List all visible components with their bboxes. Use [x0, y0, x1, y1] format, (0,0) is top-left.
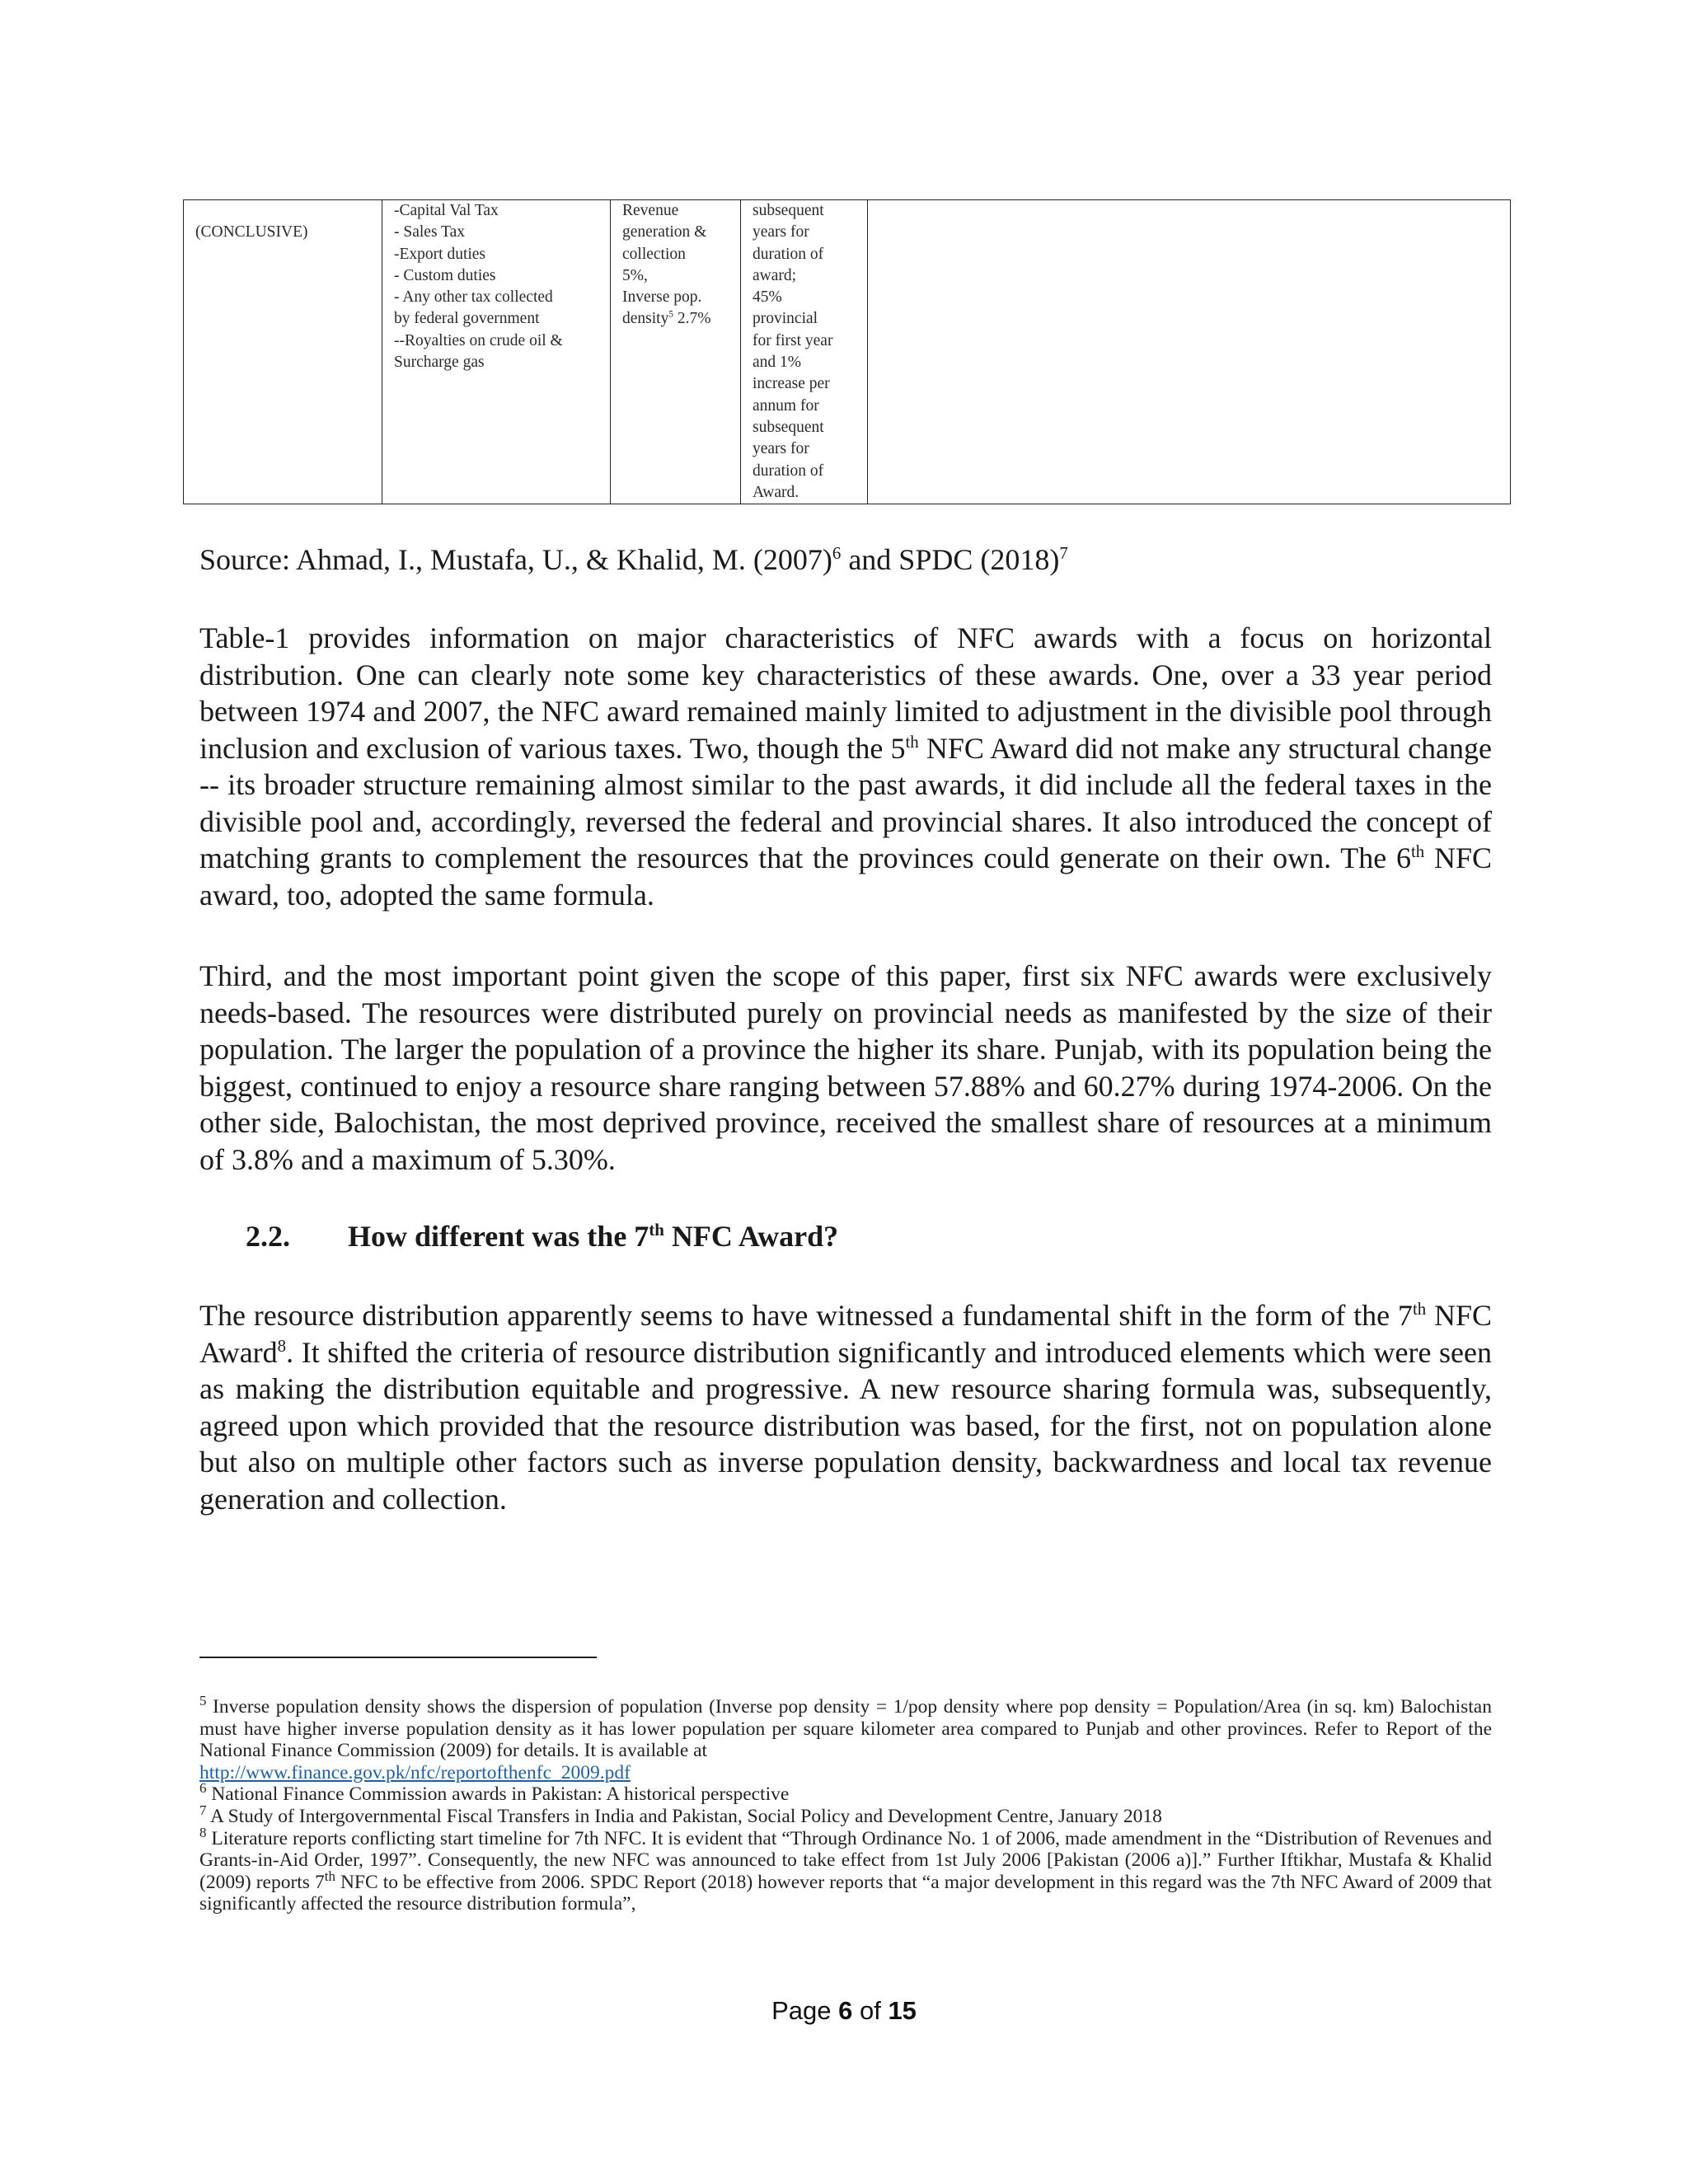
source-text: Source: Ahmad, I., Mustafa, U., & Khalid, M. (2007): [199, 543, 832, 576]
cell-line: duration of: [753, 245, 824, 263]
footnote-7: [199, 1802, 1492, 1828]
cell-line: subsequent: [753, 202, 824, 219]
table-row: [184, 200, 1511, 504]
table-cell-divisible-pool: [382, 200, 611, 504]
cell-line: - Custom duties: [394, 266, 496, 284]
footnote-number: 7: [199, 1802, 207, 1819]
footnotes: [199, 1693, 1492, 1915]
footnote-ref-6[interactable]: 6: [832, 543, 842, 563]
cell-line: award;: [753, 266, 797, 284]
footnote-separator: [199, 1657, 597, 1658]
page-number: [0, 1994, 1688, 2027]
table-cell-criteria: [611, 200, 741, 504]
cell-line: Surcharge gas: [394, 354, 485, 372]
footnote-8: [199, 1824, 1492, 1915]
paragraph-text: The resource distribution apparently seems to have witnessed a fundamental shift in the form of the 7: [199, 1299, 1413, 1332]
footnote-5: [199, 1693, 1492, 1783]
footnote-number: 5: [199, 1693, 207, 1709]
footnote-text: A Study of Intergovernmental Fiscal Transfers in India and Pakistan, Social Policy and Development Centre, January 2018: [206, 1805, 1162, 1827]
ordinal-suffix: th: [905, 731, 919, 752]
cell-line: 5%,: [622, 266, 648, 284]
paragraph-text: NFC Award did not make any structural change -- its broader structure remaining almost similar to the past awards, it did include all the federal taxes in the divisible pool and, accordingly, reversed the federal and provincial shares. It also introduced the concept of matching grants to complement the resources that the provinces could generate on their own. The 6: [199, 731, 1492, 874]
source-text: and SPDC (2018): [841, 543, 1060, 576]
cell-line: annum for: [753, 396, 819, 415]
cell-line: - Sales Tax: [394, 223, 466, 241]
paragraph-text: . It shifted the criteria of resource distribution significantly and introduced elements which were seen as making the distribution equitable and progressive. A new resource sharing formula was, subsequently, agreed upon which provided that the resource distribution was based, for the first, not on population alone but also on multiple other factors such as inverse population density, backwardness and local tax revenue generation and collection.: [199, 1335, 1492, 1516]
section-title: NFC Award?: [663, 1220, 839, 1253]
cell-line: --Royalties on crude oil &: [394, 331, 563, 349]
cell-line: collection: [622, 245, 686, 263]
paragraph: [199, 620, 1492, 913]
paragraph-text: Table-1 provides information on major characteristics of NFC awards with a focus on horizontal distribution. One can clearly note some key characteristics of these awards. One, over a 33 year period between 1974 and 2007, the NFC award remained mainly limited to adjustment in the divisible pool through inclusion and exclusion of various taxes. Two, though the 5: [199, 621, 1492, 765]
cell-text: density: [622, 310, 669, 328]
ordinal-suffix: th: [649, 1220, 664, 1240]
cell-text: 2.7%: [673, 310, 711, 328]
cell-line: duration of: [753, 462, 824, 480]
footnote-ref-5[interactable]: 5: [668, 309, 673, 320]
cell-line: provincial: [753, 310, 818, 328]
cell-line: by federal government: [394, 310, 540, 328]
cell-line: 45%: [753, 288, 782, 307]
paragraph: [199, 1297, 1492, 1517]
ordinal-suffix: th: [324, 1868, 335, 1884]
footnote-text: Inverse population density shows the dispersion of population (Inverse pop density = 1/pop density where pop density = Population/Area (in sq. km) Balochistan must have higher inverse population density as it has lower population per square kilometer area compared to Punjab and other provinces. Refer to Report of the National Finance Commission (2009) for details. It is available at: [199, 1696, 1492, 1762]
footnote-text: NFC to be effective from 2006. SPDC Report (2018) however reports that “a major development in this regard was the 7th NFC Award of 2009 that significantly affected the resource distribution formula”,: [199, 1871, 1492, 1915]
total-pages: 15: [888, 1996, 917, 2025]
section-heading: [246, 1216, 838, 1256]
footnote-ref-8[interactable]: 8: [277, 1335, 287, 1356]
page-label: Page: [771, 1996, 839, 2025]
cell-line: years for: [753, 440, 809, 458]
table-source: [199, 540, 1502, 579]
section-title: How different was the 7: [348, 1220, 649, 1253]
page-label: of: [852, 1996, 889, 2025]
ordinal-suffix: th: [1412, 1299, 1427, 1319]
nfc-award-table: [183, 199, 1511, 504]
nfc-report-link[interactable]: http://www.finance.gov.pk/nfc/reportofthenfc_2009.pdf: [199, 1761, 631, 1783]
cell-line: generation &: [622, 223, 707, 241]
cell-line: Inverse pop.: [622, 288, 702, 307]
cell-line: years for: [753, 223, 809, 241]
ordinal-suffix: th: [1410, 841, 1425, 861]
section-number: 2.2.: [246, 1220, 290, 1253]
cell-line: -Export duties: [394, 245, 486, 263]
paragraph-text: NFC Award: [199, 1299, 1492, 1369]
paragraph-text: NFC award, too, adopted the same formula.: [199, 841, 1493, 912]
footnote-text: National Finance Commission awards in Pakistan: A historical perspective: [206, 1783, 790, 1806]
cell-line: subsequent: [753, 418, 824, 436]
table-cell-remarks: [868, 200, 1511, 504]
cell-line: - Any other tax collected: [394, 288, 553, 307]
cell-line: -Capital Val Tax: [394, 202, 499, 219]
cell-line: for first year: [753, 331, 833, 349]
paragraph: Third, and the most important point given the scope of this paper, first six NFC awards were exclusively needs-based. The resources were distributed purely on provincial needs as manifested by the size of their population. The larger the population of a province the higher its share. Punjab, with its population being the biggest, continued to enjoy a resource share ranging between 57.88% and 60.27% during 1974-2006. On the other side, Balochistan, the most deprived province, received the smallest share of resources at a minimum of 3.8% and a maximum of 5.30%.: [199, 959, 1492, 1176]
cell-line: and 1%: [753, 354, 802, 372]
current-page: 6: [838, 1996, 853, 2025]
footnote-number: 6: [199, 1780, 207, 1797]
cell-line: increase per: [753, 375, 830, 393]
footnote-number: 8: [199, 1824, 207, 1840]
footnote-6: [199, 1780, 1492, 1806]
footnote-text: Literature reports conflicting start timeline for 7th NFC. It is evident that “Through Ordinance No. 1 of 2006, made amendment in the “Distribution of Revenues and Grants-in-Aid Order, 1997”. Consequently, the new NFC was announced to take effect from 1st July 2006 [Pakistan (2006 a)].” Further Iftikhar, Mustafa & Khalid (2009) reports 7: [199, 1827, 1492, 1893]
table-cell-award: [184, 200, 382, 504]
cell-line: Award.: [753, 483, 799, 501]
cell-text: (CONCLUSIVE): [195, 223, 308, 241]
cell-line: [622, 308, 729, 330]
footnote-ref-7[interactable]: 7: [1059, 543, 1068, 563]
table-cell-shares: [741, 200, 868, 504]
cell-line: Revenue: [622, 202, 679, 219]
